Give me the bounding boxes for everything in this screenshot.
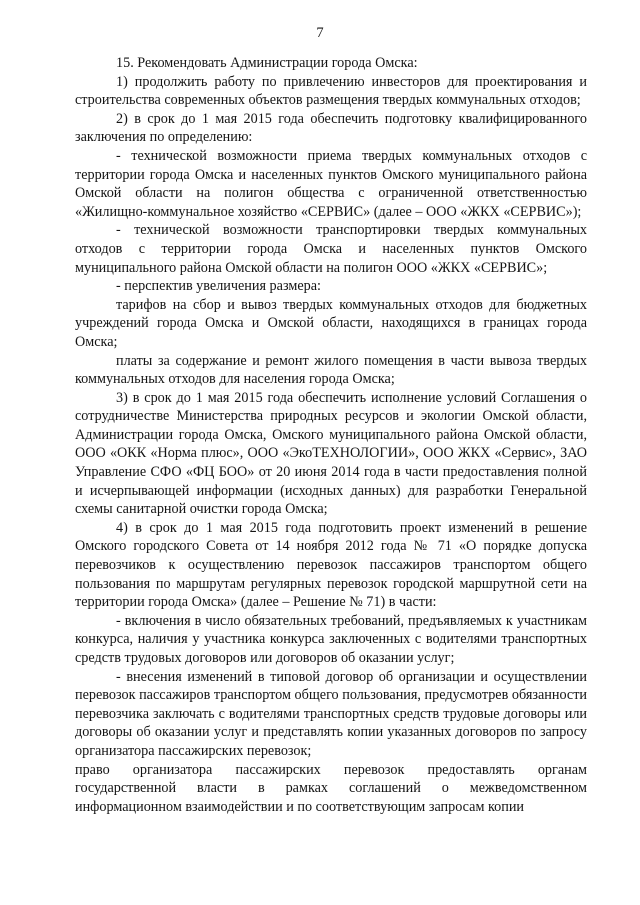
paragraph-item-15: 15. Рекомендовать Администрации города Омска: bbox=[116, 55, 418, 71]
document-body bbox=[75, 54, 587, 816]
paragraph-tariffs: тарифов на сбор и вывоз твердых коммунальных отходов для бюджетных учреждений города Омска и Омской области, находящихся в границах города Омска; bbox=[75, 296, 587, 350]
paragraph-subitem-2: 2) в срок до 1 мая 2015 года обеспечить подготовку квалифицированного заключения по определению: bbox=[75, 110, 587, 146]
paragraph-bullet-transport: - технической возможности транспортировки твердых коммунальных отходов с территории города Омска и населенных пунктов Омского муниципального района Омской области на полигон ООО «ЖКХ «СЕРВИС»; bbox=[75, 222, 587, 276]
paragraph-housing-fee: платы за содержание и ремонт жилого помещения в части вывоза твердых коммунальных отходов для населения города Омска; bbox=[75, 352, 587, 388]
paragraph-subitem-3: 3) в срок до 1 мая 2015 года обеспечить исполнение условий Соглашения о сотрудничестве Министерства природных ресурсов и экологии Омской области, Администрации города Омска, Омского муниципального района Омской области, ООО «ОКК «Норма плюс», ООО «ЭкоТЕХНОЛОГИИ», ООО ЖКХ «Сервис», ЗАО Управление СФО «ФЦ БОО» от 20 июня 2014 года в части предоставления полной и исчерпывающей информации (исходных данных) для разработки Генеральной схемы санитарной очистки города Омска; bbox=[75, 389, 587, 518]
page-number: 7 bbox=[316, 25, 324, 41]
paragraph-bullet-requirements: - включения в число обязательных требований, предъявляемых к участникам конкурса, наличия у участника конкурса заключенных с водителями транспортных средств трудовых договоров или договоров об оказании услуг; bbox=[75, 612, 587, 666]
paragraph-organizer-right: право организатора пассажирских перевозок предоставлять органам государственной власти в рамках соглашений о межведомственном информационном взаимодействии и по соответствующим запросам копии bbox=[75, 761, 587, 815]
paragraph-subitem-1: 1) продолжить работу по привлечению инвесторов для проектирования и строительства современных объектов размещения твердых коммунальных отходов; bbox=[75, 73, 587, 109]
paragraph-bullet-acceptance: - технической возможности приема твердых коммунальных отходов с территории города Омска и населенных пунктов Омского муниципального района Омской области на полигон общества с ограниченной ответственностью «Жилищно-коммунальное хозяйство «СЕРВИС» (далее – ООО «ЖКХ «СЕРВИС»); bbox=[75, 147, 587, 220]
paragraph-bullet-perspectives: - перспектив увеличения размера: bbox=[116, 278, 321, 295]
paragraph-subitem-4: 4) в срок до 1 мая 2015 года подготовить проект изменений в решение Омского городского Совета от 14 ноября 2012 года № 71 «О порядке допуска перевозчиков к осуществлению перевозок пассажиров транспортом общего пользования по маршрутам регулярных перевозок городской маршрутной сети на территории города Омска» (далее – Решение № 71) в части: bbox=[75, 519, 587, 611]
paragraph-bullet-contract-changes: - внесения изменений в типовой договор об организации и осуществлении перевозок пассажиров транспортом общего пользования, предусмотрев обязанности перевозчика заключать с водителями транспортных средств трудовые договоры или договоры об оказании услуг и представлять копии указанных договоров по запросу организатора пассажирских перевозок; bbox=[75, 668, 587, 759]
